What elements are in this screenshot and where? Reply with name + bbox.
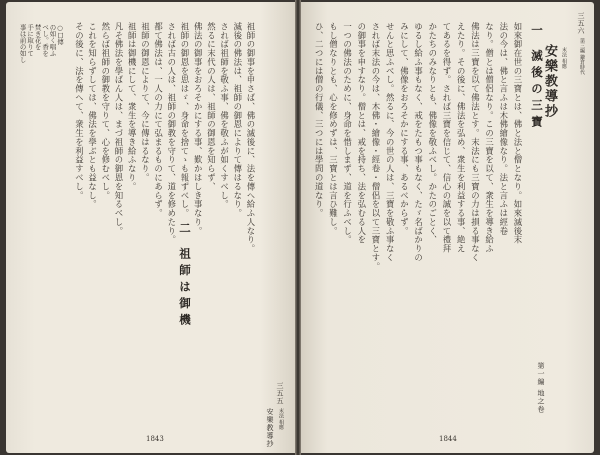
right-page bbox=[301, 2, 594, 453]
left-column: 祖師の御事を申さば、佛の滅後に、法を傳へ給ふ人なり。 bbox=[246, 22, 256, 254]
right-header-section: 第三編 鎌倉時代 bbox=[579, 38, 585, 75]
left-header-page-number: 三五五 bbox=[276, 382, 284, 405]
right-column: せんと思ふべし。然るに、今の世の人は、三寶を敬ふ事なく bbox=[385, 22, 396, 263]
left-column: されば古の人は、祖師の御教を守りて、道を修めたり。 bbox=[166, 22, 177, 245]
left-section-heading: 二 祖師は御機 bbox=[178, 222, 192, 331]
right-page-number: 1844 bbox=[439, 435, 457, 443]
left-header-title: 安樂教導抄 bbox=[266, 408, 274, 448]
left-column: これを知らずしては、佛法を學ぶとも益なし。 bbox=[87, 22, 98, 209]
right-column: かたちのみなりとも、佛像を敬ふべし。かたのごとく、 bbox=[427, 22, 438, 245]
right-column: なり。僧とは僧侶なり。この三寶を以て、衆生を導き給ふ bbox=[484, 22, 495, 254]
left-footnote bbox=[18, 24, 63, 144]
footnote-line: 焚き花を bbox=[33, 24, 42, 50]
left-page bbox=[6, 2, 295, 453]
left-page-number: 1843 bbox=[146, 435, 164, 443]
left-column: 滅後の佛法は、祖師の御恩によりて傳はるなり。 bbox=[232, 22, 243, 218]
footnote-line: ○口傳 bbox=[56, 24, 64, 45]
footnote-line: の如く唱ふ bbox=[48, 24, 57, 57]
left-column: されば祖師を敬ふ事、佛を敬ふが如くすべし。 bbox=[219, 22, 230, 209]
right-column: もし僧なりとも、心を修めずは、三寶とは言ひ難し。 bbox=[328, 22, 339, 236]
footnote-line: 事は前の如し bbox=[18, 24, 27, 63]
left-column: その後に、法を傳へて、衆生を利益すべし。 bbox=[74, 22, 85, 200]
right-column: ひ、二つには僧の行儀、三つには學問の道なり。 bbox=[314, 22, 325, 218]
right-column: されば末法の今は、木佛・繪像・經卷・僧侶を以て三寶とす。 bbox=[371, 22, 381, 271]
left-column: 佛法の御事をおろそかにする事、歎かはしき事なり。 bbox=[193, 22, 204, 236]
right-section-heading: 一 滅後の三寶 bbox=[530, 24, 544, 133]
right-column: 佛法は三寶を以て佛法とす。末法にも三寶の力は損る事なく bbox=[470, 22, 481, 263]
left-column: 凡そ佛法を學ばん人は、まづ祖師の御恩を知るべし。 bbox=[114, 22, 124, 236]
book-gutter bbox=[295, 0, 301, 455]
footnote-line: 手に取りて bbox=[26, 24, 35, 57]
right-column: ゆるし給ふ事もなく、戒をたもつ事もなく、たゞ名ばかりの bbox=[413, 22, 424, 263]
left-header-section: 末法 相應 bbox=[278, 408, 284, 430]
right-column: 一つの佛法のために、身命を惜しまず、道を行ふべし。 bbox=[342, 22, 353, 245]
left-column: 都て佛法は、一人の力にて弘まるものにあらず。 bbox=[153, 22, 164, 218]
left-column: 祖師の御恩によりて、今に傳はるなり。 bbox=[140, 22, 151, 183]
right-header-page-number: 三五六 bbox=[577, 12, 585, 35]
right-column: えたり。その後に、佛法を弘め、衆生を利益する事、絶え bbox=[456, 22, 467, 254]
left-column: 祖師の御恩を思はゞ、身命を捨てゝも報ずべし。 bbox=[180, 22, 190, 218]
footnote-line: べし。香を bbox=[41, 24, 50, 57]
right-column: てあるを得ず。されば三寶を信じて、信心の誠を以て禮拜 bbox=[442, 22, 452, 254]
right-column: の御事を申すなり。僧とは、戒を持ち、法を弘むる人を bbox=[356, 22, 367, 245]
right-volume: 第一編 地之卷 bbox=[537, 362, 545, 414]
right-column: みにして、佛像をおろそかにする事、あるべからず。 bbox=[399, 22, 410, 236]
right-header-text-type: 末法 相應 bbox=[561, 47, 567, 69]
right-column: 如來御在世の三寶とは、佛と法と僧となり。如來滅後末 bbox=[513, 22, 523, 245]
left-column: 然るに末代の人は、祖師の御恩を知らず、 bbox=[206, 22, 217, 191]
right-column: 法の今は、佛と言ふは木佛繪像なり。法と言ふは經卷 bbox=[498, 22, 509, 236]
left-column: 祖師は御機にして、衆生を導き給ふなり。 bbox=[127, 22, 138, 191]
left-column: 然らば祖師の御教を守りて、心を修むべし。 bbox=[100, 22, 111, 200]
right-title: 安樂教導抄 bbox=[542, 44, 557, 119]
